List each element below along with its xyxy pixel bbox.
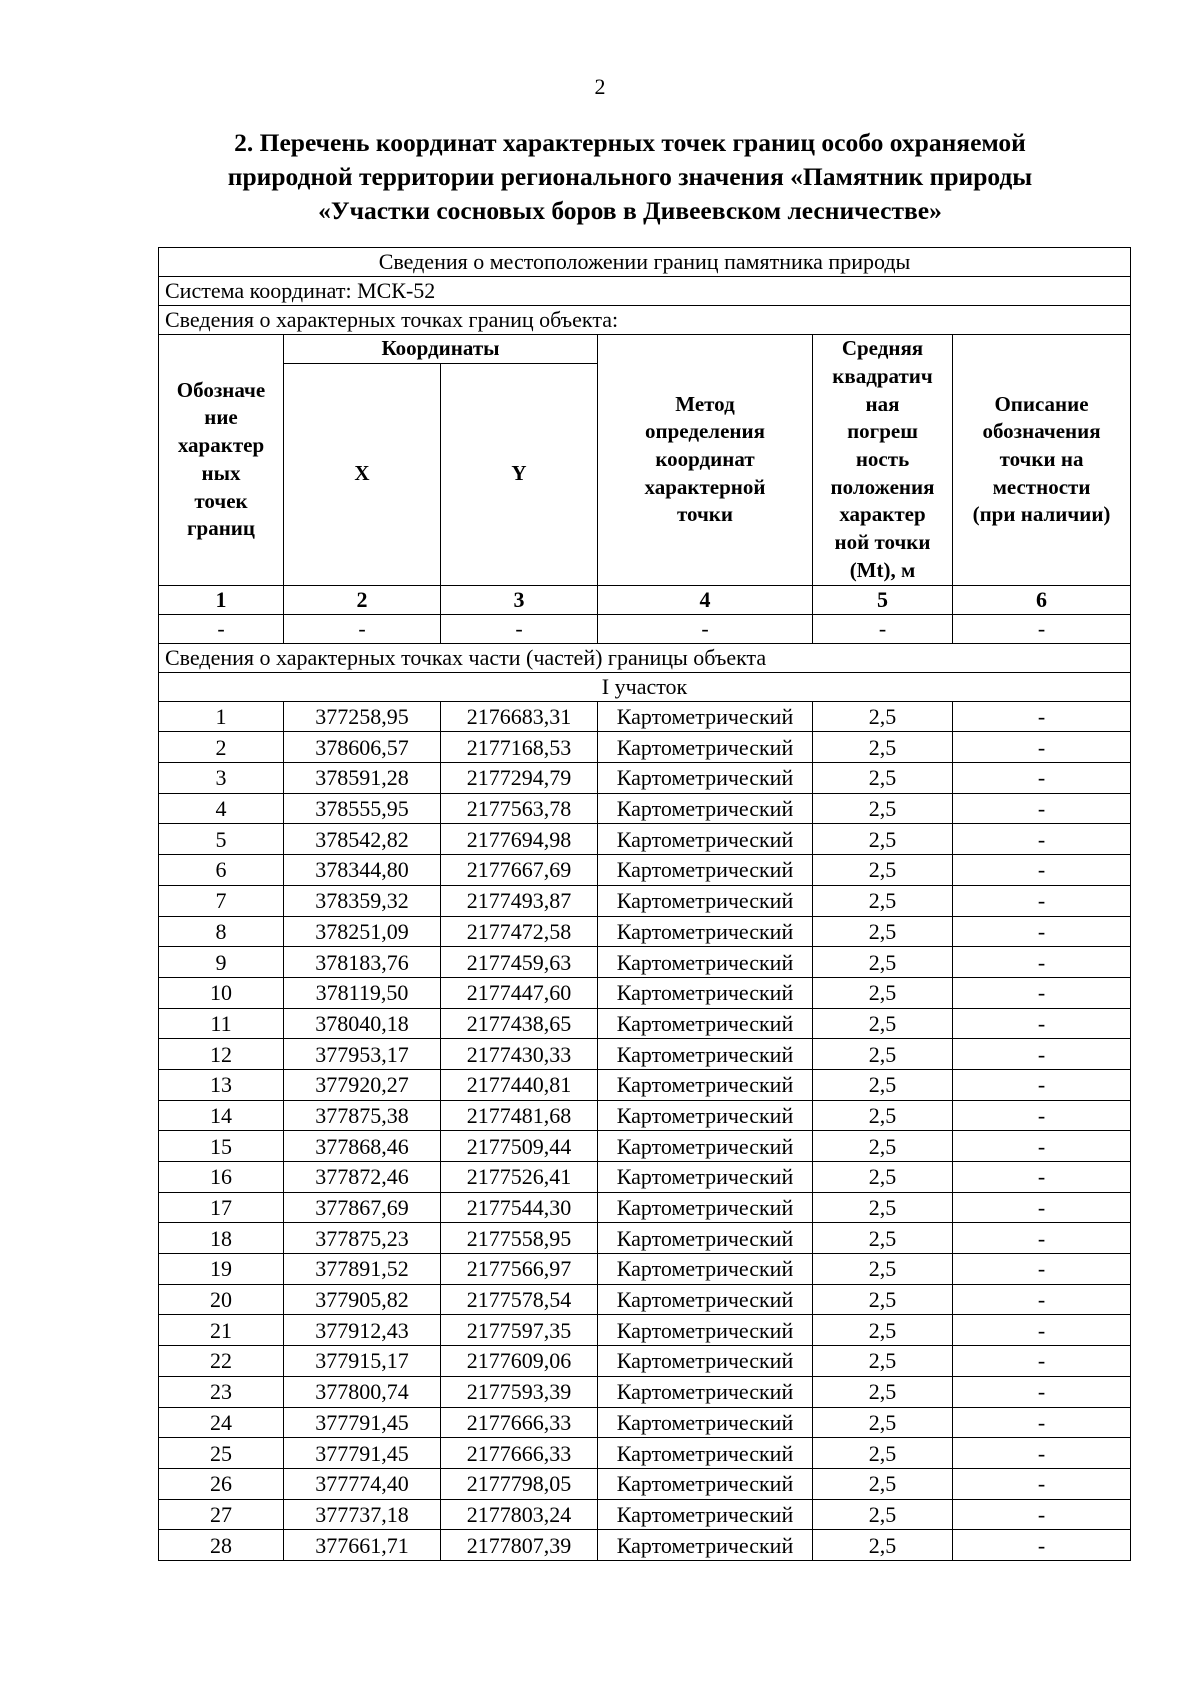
- cell-point-number: 8: [159, 916, 284, 947]
- column-number: 6: [953, 585, 1131, 614]
- cell-coord-x: 378119,50: [284, 977, 441, 1008]
- cell-point-number: 26: [159, 1468, 284, 1499]
- table-row: [159, 1499, 1131, 1530]
- table-row: [159, 1100, 1131, 1131]
- cell-mean-error: 2,5: [813, 1376, 953, 1407]
- cell-mean-error: 2,5: [813, 885, 953, 916]
- cell-mean-error: 2,5: [813, 855, 953, 886]
- cell-mean-error: 2,5: [813, 1192, 953, 1223]
- header-mean-error: Средняя квадратич ная погреш ность положения характер ной точки (Mt), м: [813, 335, 953, 586]
- parts-header: Сведения о характерных точках части (частей) границы объекта: [159, 643, 1131, 672]
- cell-coord-y: 2177459,63: [441, 947, 598, 978]
- table-row: [159, 1008, 1131, 1039]
- cell-coord-x: 377875,38: [284, 1100, 441, 1131]
- cell-coord-y: 2177472,58: [441, 916, 598, 947]
- cell-coord-y: 2177430,33: [441, 1039, 598, 1070]
- cell-coord-x: 377915,17: [284, 1346, 441, 1377]
- header-point-designation: Обозначе ние характер ных точек границ: [159, 335, 284, 586]
- column-number: 2: [284, 585, 441, 614]
- cell-coord-y: 2177593,39: [441, 1376, 598, 1407]
- title-line: «Участки сосновых боров в Дивеевском лесничестве»: [318, 196, 942, 225]
- cell-point-number: 5: [159, 824, 284, 855]
- cell-coord-x: 378555,95: [284, 793, 441, 824]
- cell-method: Картометрический: [598, 824, 813, 855]
- cell-description: -: [953, 1468, 1131, 1499]
- cell-mean-error: 2,5: [813, 1008, 953, 1039]
- cell-coord-x: 378183,76: [284, 947, 441, 978]
- cell-mean-error: 2,5: [813, 977, 953, 1008]
- cell-coord-x: 377912,43: [284, 1315, 441, 1346]
- cell-mean-error: 2,5: [813, 763, 953, 794]
- cell-method: Картометрический: [598, 1468, 813, 1499]
- cell-description: -: [953, 1162, 1131, 1193]
- cell-method: Картометрический: [598, 793, 813, 824]
- cell-coord-x: 377872,46: [284, 1162, 441, 1193]
- cell-description: -: [953, 855, 1131, 886]
- cell-description: -: [953, 1131, 1131, 1162]
- cell-method: Картометрический: [598, 1315, 813, 1346]
- column-number: 4: [598, 585, 813, 614]
- cell-coord-x: 377661,71: [284, 1530, 441, 1561]
- cell-point-number: 21: [159, 1315, 284, 1346]
- table-row: [159, 1530, 1131, 1561]
- cell-coord-x: 377258,95: [284, 701, 441, 732]
- cell-coord-y: 2177578,54: [441, 1284, 598, 1315]
- cell-point-number: 27: [159, 1499, 284, 1530]
- cell-point-number: 22: [159, 1346, 284, 1377]
- cell-mean-error: 2,5: [813, 916, 953, 947]
- cell-method: Картометрический: [598, 701, 813, 732]
- points-header: Сведения о характерных точках границ объекта:: [159, 306, 1131, 335]
- cell-description: -: [953, 1008, 1131, 1039]
- table-row: [159, 763, 1131, 794]
- table-row: [159, 1346, 1131, 1377]
- cell-point-number: 18: [159, 1223, 284, 1254]
- cell-coord-y: 2177481,68: [441, 1100, 598, 1131]
- cell-mean-error: 2,5: [813, 793, 953, 824]
- cell-method: Картометрический: [598, 1039, 813, 1070]
- cell-method: Картометрический: [598, 1407, 813, 1438]
- header-y: Y: [441, 363, 598, 585]
- cell-method: Картометрический: [598, 1100, 813, 1131]
- cell-mean-error: 2,5: [813, 1284, 953, 1315]
- cell-coord-x: 377920,27: [284, 1069, 441, 1100]
- column-number: 1: [159, 585, 284, 614]
- dash-cell: -: [813, 614, 953, 643]
- cell-mean-error: 2,5: [813, 1530, 953, 1561]
- cell-coord-x: 377774,40: [284, 1468, 441, 1499]
- cell-coord-x: 377867,69: [284, 1192, 441, 1223]
- cell-point-number: 11: [159, 1008, 284, 1039]
- cell-point-number: 10: [159, 977, 284, 1008]
- cell-method: Картометрический: [598, 1376, 813, 1407]
- cell-mean-error: 2,5: [813, 732, 953, 763]
- dash-row: [159, 614, 1131, 643]
- cell-mean-error: 2,5: [813, 1499, 953, 1530]
- table-row: [159, 1039, 1131, 1070]
- table-row: [159, 1376, 1131, 1407]
- table-row: [159, 1407, 1131, 1438]
- cell-point-number: 25: [159, 1438, 284, 1469]
- cell-mean-error: 2,5: [813, 1438, 953, 1469]
- cell-point-number: 14: [159, 1100, 284, 1131]
- cell-coord-y: 2177609,06: [441, 1346, 598, 1377]
- cell-method: Картометрический: [598, 1131, 813, 1162]
- cell-point-number: 3: [159, 763, 284, 794]
- dash-cell: -: [159, 614, 284, 643]
- coordinate-system: Система координат: МСК-52: [159, 277, 1131, 306]
- cell-coord-y: 2177566,97: [441, 1254, 598, 1285]
- coordinates-table: [158, 247, 1131, 1561]
- cell-coord-x: 377953,17: [284, 1039, 441, 1070]
- cell-coord-y: 2177493,87: [441, 885, 598, 916]
- table-row: [159, 1468, 1131, 1499]
- table-row: [159, 1131, 1131, 1162]
- cell-description: -: [953, 1438, 1131, 1469]
- cell-description: -: [953, 1223, 1131, 1254]
- cell-point-number: 28: [159, 1530, 284, 1561]
- cell-description: -: [953, 1100, 1131, 1131]
- cell-point-number: 19: [159, 1254, 284, 1285]
- table-caption: Сведения о местоположении границ памятника природы: [159, 248, 1131, 277]
- cell-coord-x: 378359,32: [284, 885, 441, 916]
- cell-coord-x: 377791,45: [284, 1438, 441, 1469]
- cell-method: Картометрический: [598, 1499, 813, 1530]
- cell-mean-error: 2,5: [813, 1039, 953, 1070]
- cell-method: Картометрический: [598, 1162, 813, 1193]
- column-numbers-row: [159, 585, 1131, 614]
- cell-description: -: [953, 1499, 1131, 1530]
- cell-coord-y: 2177526,41: [441, 1162, 598, 1193]
- cell-point-number: 24: [159, 1407, 284, 1438]
- column-number: 3: [441, 585, 598, 614]
- cell-coord-x: 377875,23: [284, 1223, 441, 1254]
- cell-mean-error: 2,5: [813, 1100, 953, 1131]
- cell-coord-y: 2177798,05: [441, 1468, 598, 1499]
- cell-description: -: [953, 885, 1131, 916]
- header-x: X: [284, 363, 441, 585]
- cell-coord-y: 2177666,33: [441, 1438, 598, 1469]
- cell-method: Картометрический: [598, 1530, 813, 1561]
- table-row: [159, 732, 1131, 763]
- section-label: I участок: [159, 672, 1131, 701]
- cell-coord-x: 378542,82: [284, 824, 441, 855]
- cell-method: Картометрический: [598, 763, 813, 794]
- cell-method: Картометрический: [598, 1192, 813, 1223]
- cell-method: Картометрический: [598, 1284, 813, 1315]
- table-row: [159, 824, 1131, 855]
- table-row: [159, 1162, 1131, 1193]
- cell-coord-y: 2177803,24: [441, 1499, 598, 1530]
- cell-description: -: [953, 1376, 1131, 1407]
- cell-coord-y: 2177807,39: [441, 1530, 598, 1561]
- cell-description: -: [953, 916, 1131, 947]
- cell-method: Картометрический: [598, 885, 813, 916]
- table-row: [159, 701, 1131, 732]
- cell-method: Картометрический: [598, 1254, 813, 1285]
- cell-coord-x: 378344,80: [284, 855, 441, 886]
- table-row: [159, 916, 1131, 947]
- cell-point-number: 1: [159, 701, 284, 732]
- cell-coord-y: 2177694,98: [441, 824, 598, 855]
- cell-coord-y: 2177294,79: [441, 763, 598, 794]
- table-row: [159, 1315, 1131, 1346]
- cell-description: -: [953, 1530, 1131, 1561]
- cell-method: Картометрический: [598, 1008, 813, 1039]
- cell-point-number: 7: [159, 885, 284, 916]
- cell-point-number: 6: [159, 855, 284, 886]
- header-coordinates: Координаты: [284, 335, 598, 364]
- cell-method: Картометрический: [598, 947, 813, 978]
- header-description: Описание обозначения точки на местности (при наличии): [953, 335, 1131, 586]
- cell-description: -: [953, 977, 1131, 1008]
- cell-mean-error: 2,5: [813, 701, 953, 732]
- cell-coord-x: 378251,09: [284, 916, 441, 947]
- cell-mean-error: 2,5: [813, 1407, 953, 1438]
- cell-point-number: 23: [159, 1376, 284, 1407]
- dash-cell: -: [598, 614, 813, 643]
- cell-description: -: [953, 732, 1131, 763]
- table-row: [159, 885, 1131, 916]
- cell-point-number: 16: [159, 1162, 284, 1193]
- cell-coord-y: 2177447,60: [441, 977, 598, 1008]
- table-row: [159, 1192, 1131, 1223]
- table-row: [159, 793, 1131, 824]
- cell-mean-error: 2,5: [813, 1346, 953, 1377]
- cell-coord-y: 2177558,95: [441, 1223, 598, 1254]
- title-line: 2. Перечень координат характерных точек границ особо охраняемой: [234, 128, 1026, 157]
- table-row: [159, 1069, 1131, 1100]
- cell-coord-x: 377791,45: [284, 1407, 441, 1438]
- cell-coord-x: 378040,18: [284, 1008, 441, 1039]
- cell-mean-error: 2,5: [813, 1468, 953, 1499]
- cell-mean-error: 2,5: [813, 1069, 953, 1100]
- cell-method: Картометрический: [598, 1346, 813, 1377]
- cell-description: -: [953, 947, 1131, 978]
- cell-method: Картометрический: [598, 1438, 813, 1469]
- cell-mean-error: 2,5: [813, 1223, 953, 1254]
- cell-description: -: [953, 1315, 1131, 1346]
- cell-coord-y: 2177544,30: [441, 1192, 598, 1223]
- cell-description: -: [953, 824, 1131, 855]
- cell-coord-y: 2177438,65: [441, 1008, 598, 1039]
- dash-cell: -: [953, 614, 1131, 643]
- header-method: Метод определения координат характерной точки: [598, 335, 813, 586]
- table-row: [159, 1254, 1131, 1285]
- cell-point-number: 9: [159, 947, 284, 978]
- cell-description: -: [953, 1069, 1131, 1100]
- cell-coord-y: 2177667,69: [441, 855, 598, 886]
- table-row: [159, 1284, 1131, 1315]
- table-row: [159, 855, 1131, 886]
- dash-cell: -: [284, 614, 441, 643]
- table-row: [159, 977, 1131, 1008]
- page-number: 2: [594, 74, 606, 99]
- cell-coord-y: 2177666,33: [441, 1407, 598, 1438]
- cell-description: -: [953, 701, 1131, 732]
- cell-coord-y: 2177563,78: [441, 793, 598, 824]
- cell-point-number: 15: [159, 1131, 284, 1162]
- cell-point-number: 13: [159, 1069, 284, 1100]
- cell-description: -: [953, 793, 1131, 824]
- cell-method: Картометрический: [598, 732, 813, 763]
- cell-point-number: 20: [159, 1284, 284, 1315]
- cell-mean-error: 2,5: [813, 1254, 953, 1285]
- cell-mean-error: 2,5: [813, 1131, 953, 1162]
- cell-description: -: [953, 1407, 1131, 1438]
- cell-description: -: [953, 1346, 1131, 1377]
- cell-description: -: [953, 1254, 1131, 1285]
- cell-description: -: [953, 763, 1131, 794]
- cell-coord-x: 377891,52: [284, 1254, 441, 1285]
- cell-coord-x: 378606,57: [284, 732, 441, 763]
- table-row: [159, 1438, 1131, 1469]
- cell-coord-x: 377868,46: [284, 1131, 441, 1162]
- cell-mean-error: 2,5: [813, 1162, 953, 1193]
- cell-mean-error: 2,5: [813, 1315, 953, 1346]
- cell-mean-error: 2,5: [813, 824, 953, 855]
- cell-description: -: [953, 1284, 1131, 1315]
- cell-point-number: 4: [159, 793, 284, 824]
- cell-coord-y: 2177597,35: [441, 1315, 598, 1346]
- table-row: [159, 1223, 1131, 1254]
- cell-coord-y: 2177440,81: [441, 1069, 598, 1100]
- cell-coord-x: 377737,18: [284, 1499, 441, 1530]
- cell-description: -: [953, 1039, 1131, 1070]
- cell-description: -: [953, 1192, 1131, 1223]
- document-title: [150, 126, 1110, 228]
- cell-method: Картометрический: [598, 916, 813, 947]
- cell-method: Картометрический: [598, 1223, 813, 1254]
- cell-coord-y: 2177168,53: [441, 732, 598, 763]
- column-number: 5: [813, 585, 953, 614]
- cell-point-number: 12: [159, 1039, 284, 1070]
- cell-mean-error: 2,5: [813, 947, 953, 978]
- cell-coord-x: 377905,82: [284, 1284, 441, 1315]
- cell-coord-x: 378591,28: [284, 763, 441, 794]
- cell-coord-x: 377800,74: [284, 1376, 441, 1407]
- dash-cell: -: [441, 614, 598, 643]
- cell-coord-y: 2176683,31: [441, 701, 598, 732]
- title-line: природной территории регионального значения «Памятник природы: [227, 162, 1033, 191]
- cell-point-number: 2: [159, 732, 284, 763]
- table-row: [159, 947, 1131, 978]
- cell-coord-y: 2177509,44: [441, 1131, 598, 1162]
- cell-method: Картометрический: [598, 1069, 813, 1100]
- cell-method: Картометрический: [598, 855, 813, 886]
- cell-method: Картометрический: [598, 977, 813, 1008]
- cell-point-number: 17: [159, 1192, 284, 1223]
